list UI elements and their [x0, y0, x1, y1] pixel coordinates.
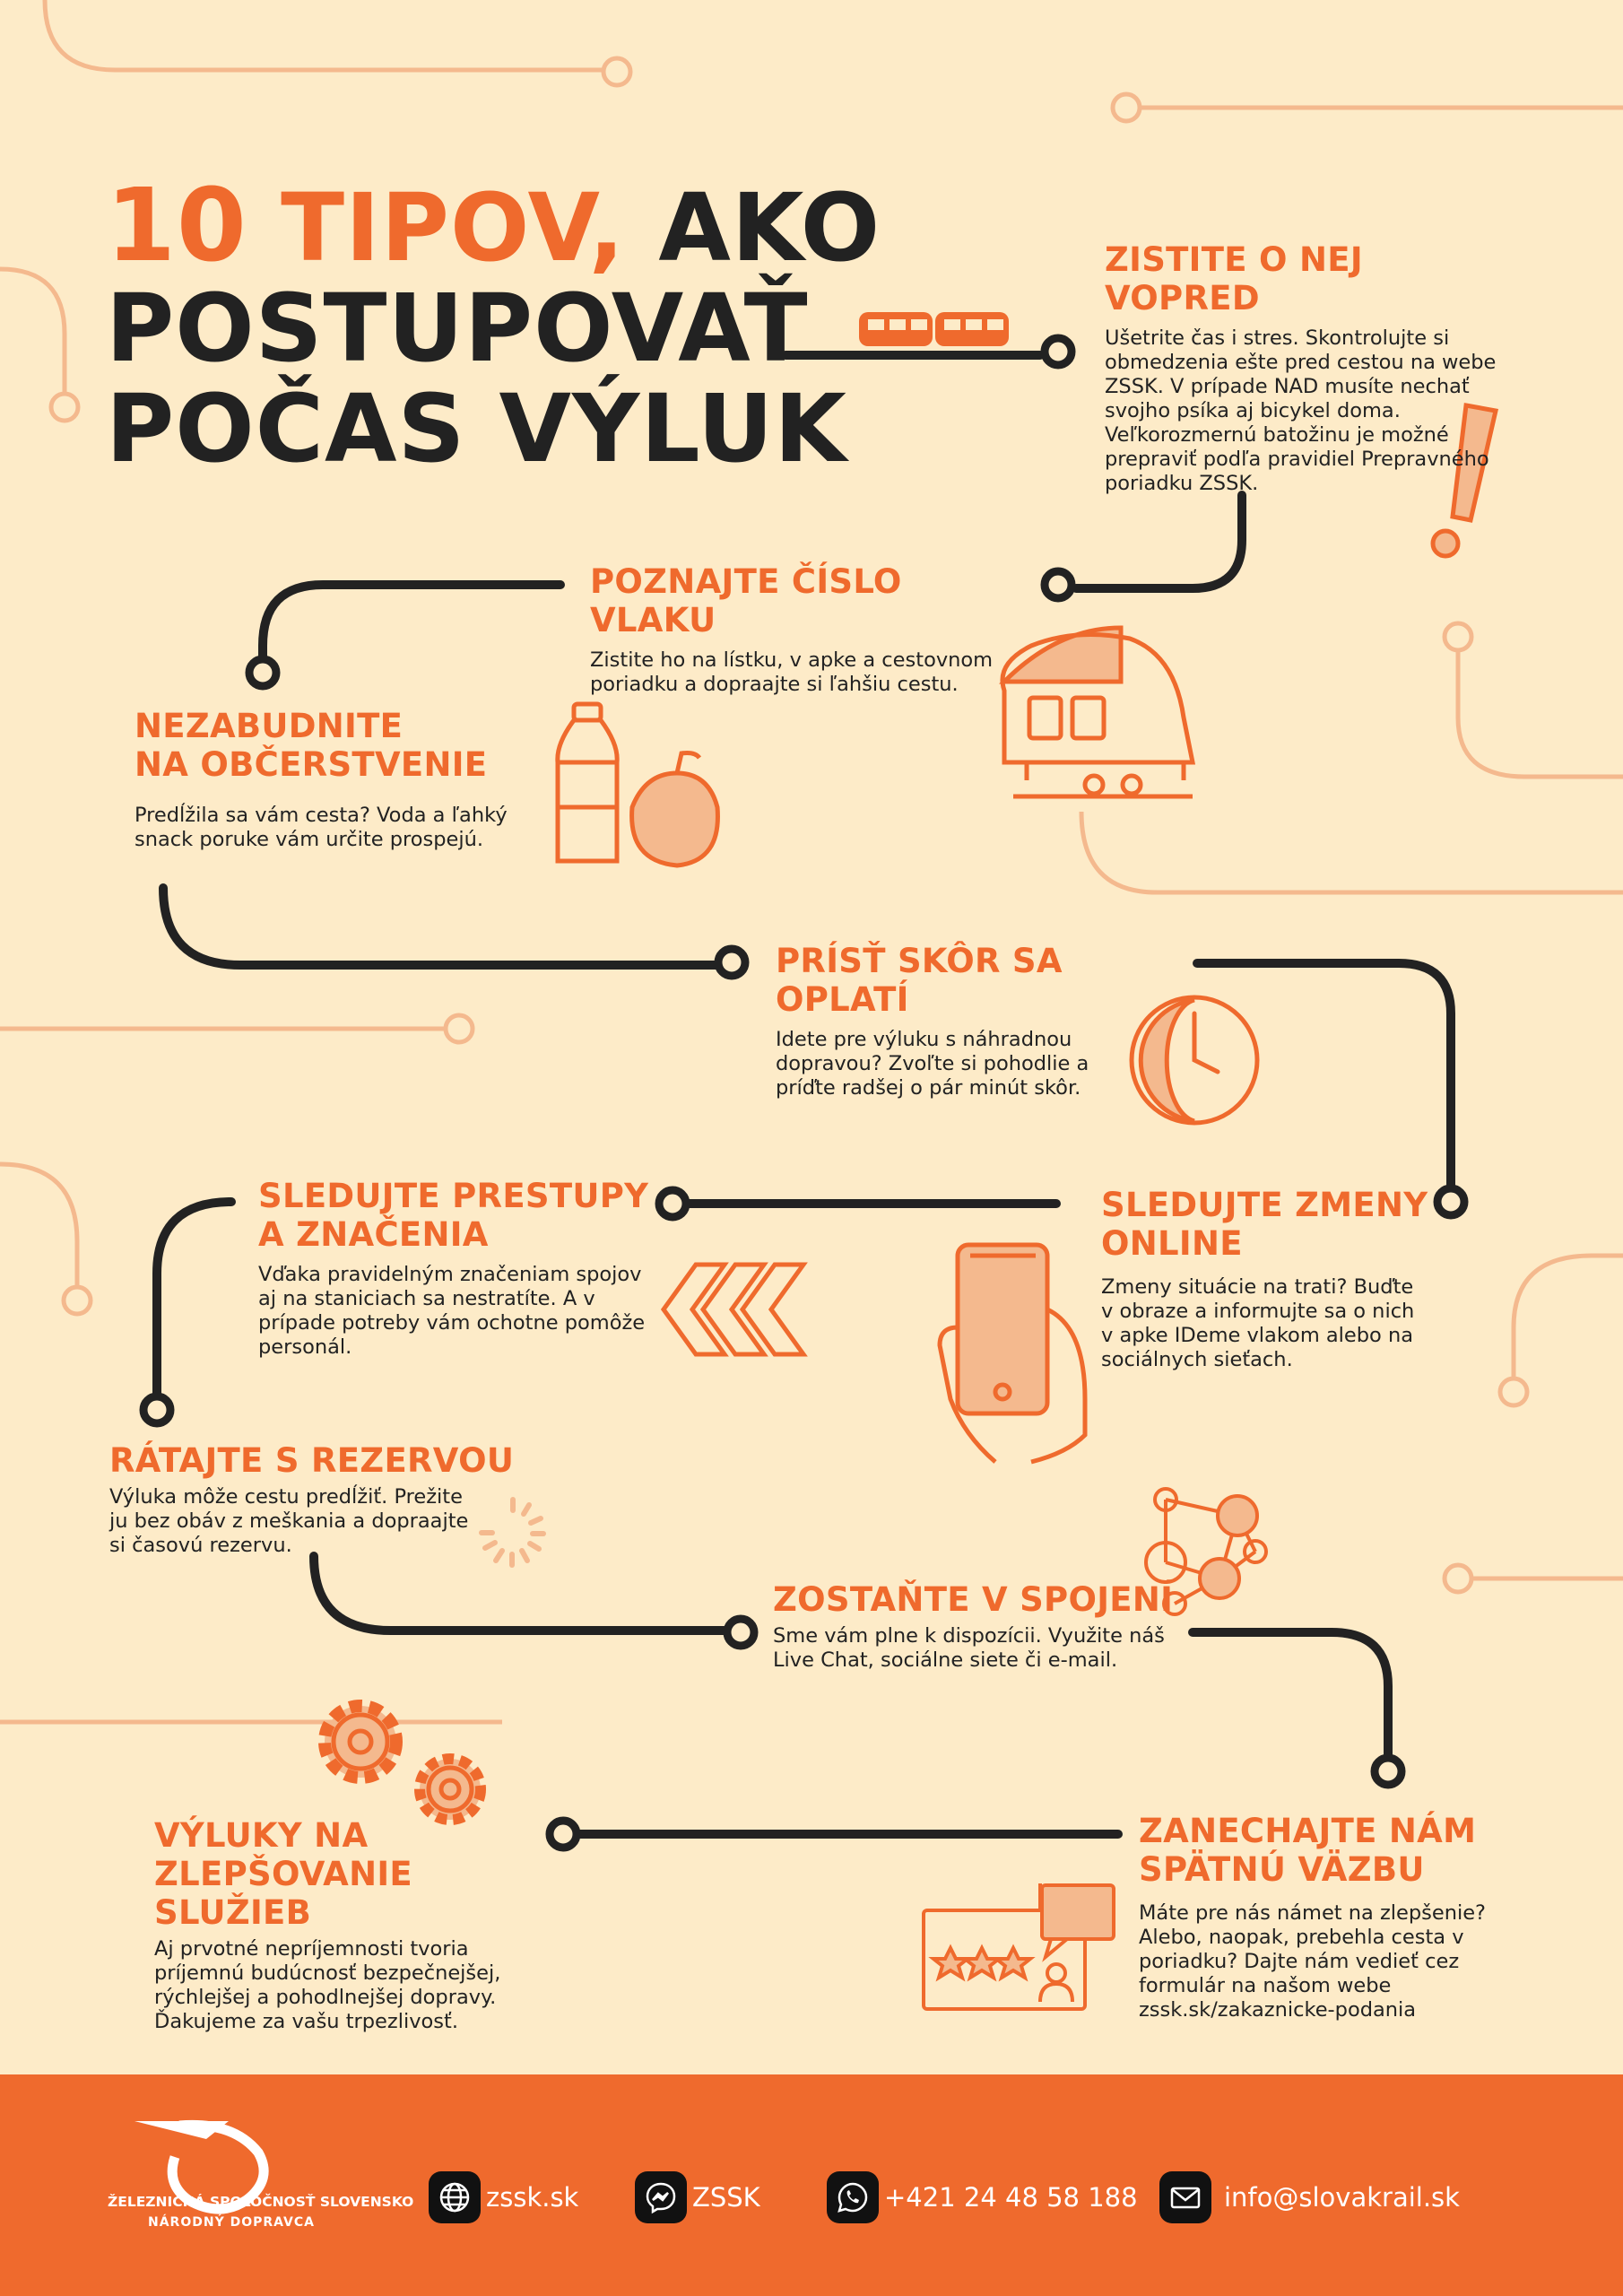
- tip-10: [1139, 1812, 1533, 2022]
- train-front-icon: [1002, 628, 1193, 796]
- tip-title: ZOSTAŇTE V SPOJENÍ: [773, 1580, 1174, 1619]
- tip-6: [258, 1177, 653, 1360]
- tip-title: POZNAJTE ČÍSLO VLAKU: [590, 562, 902, 639]
- train-small-icon: [859, 312, 1009, 346]
- tip-7: [109, 1441, 531, 1558]
- tip-title-line2: SPÄTNÚ VÄZBU: [1139, 1850, 1425, 1889]
- tip-text: Aj prvotné nepríjemnosti tvoria príjemnú budúcnosť bezpečnejšej, rýchlejšej a pohodlnejšej dopravy. Ďakujeme za vašu trpezlivosť.: [154, 1937, 501, 2033]
- contact-label: info@slovakrail.sk: [1224, 2182, 1460, 2213]
- contact-label: zssk.sk: [486, 2182, 579, 2213]
- feedback-icon: [924, 1883, 1114, 2009]
- tip-8: [773, 1580, 1194, 1673]
- tip-text: Zmeny situácie na trati? Buďte v obraze a informujte sa o nich v apke IDeme vlakom alebo na sociálnych sieťach.: [1101, 1275, 1415, 1371]
- headline: [106, 168, 881, 483]
- whatsapp-icon: [827, 2171, 879, 2223]
- tip-title-line2: A ZNAČENIA: [258, 1215, 489, 1254]
- tip-title-line1: NEZABUDNITE: [135, 707, 404, 745]
- headline-word: TIPOV,: [281, 173, 626, 283]
- tip-title: ZISTITE O NEJ VOPRED: [1105, 240, 1363, 317]
- contact-whatsapp[interactable]: [827, 2170, 1138, 2224]
- contact-label: +421 24 48 58 188: [884, 2182, 1138, 2213]
- tip-3: [135, 707, 520, 852]
- contact-email[interactable]: [1159, 2170, 1460, 2224]
- logo-text-line1: ŽELEZNIČNÁ SPOLOČNOSŤ SLOVENSKO: [108, 2194, 414, 2210]
- tip-title-line2: NA OBČERSTVENIE: [135, 745, 488, 784]
- tip-title: RÁTAJTE S REZERVOU: [109, 1441, 515, 1480]
- tip-text: Predĺžila sa vám cesta? Voda a ľahký snack poruke vám určite prospejú.: [135, 804, 508, 851]
- tip-title-line1: SLEDUJTE PRESTUPY: [258, 1177, 649, 1215]
- tip-text: Výluka môže cestu predĺžiť. Prežite ju bez obáv z meškania a dopraajte si časovú rezervu.: [109, 1485, 469, 1557]
- tip-text: Zistite ho na lístku, v apke a cestovnom poriadku a dopraajte si ľahšiu cestu.: [590, 648, 994, 696]
- tip-title-line2: ONLINE: [1101, 1224, 1243, 1263]
- snack-icon: [558, 704, 718, 865]
- contact-messenger[interactable]: [635, 2170, 760, 2224]
- tip-title-line1: ZANECHAJTE NÁM: [1139, 1812, 1477, 1850]
- tip-9: [154, 1816, 576, 2034]
- phone-icon: [940, 1245, 1085, 1462]
- headline-line2: POSTUPOVAŤ: [106, 274, 809, 383]
- tip-text: Idete pre výluku s náhradnou dopravou? Zvoľte si pohodlie a príďte radšej o pár minút skôr.: [776, 1028, 1089, 1100]
- tip-title-line1: SLEDUJTE ZMENY: [1101, 1186, 1428, 1224]
- tip-title: PRÍSŤ SKÔR SA OPLATÍ: [776, 942, 1063, 1019]
- tip-2: [590, 562, 1011, 697]
- tip-text: Vďaka pravidelným značeniam spojov aj na staniciach sa nestratíte. A v prípade potreby vám ochotne pomôže personál.: [258, 1263, 646, 1359]
- tip-text: Ušetrite čas i stres. Skontrolujte si obmedzenia ešte pred cestou na webe ZSSK. V prípade NAD musíte nechať svojho psíka aj bicykel doma. Veľkorozmernú batožinu je možné prepraviť podľa pravidiel Prepravného poriadku ZSSK.: [1105, 326, 1497, 495]
- messenger-icon: [635, 2171, 687, 2223]
- globe-icon: [429, 2171, 481, 2223]
- contact-web[interactable]: [429, 2170, 578, 2224]
- tip-4: [776, 942, 1188, 1100]
- contact-label: ZSSK: [692, 2182, 760, 2213]
- mail-icon: [1159, 2171, 1211, 2223]
- tip-5: [1101, 1186, 1460, 1372]
- tip-text: Sme vám plne k dispozícii. Využite náš Live Chat, sociálne siete či e-mail.: [773, 1624, 1165, 1672]
- tip-1: [1105, 240, 1526, 496]
- chevrons-left-icon: [664, 1265, 803, 1354]
- tip-title-line1: VÝLUKY NA: [154, 1816, 369, 1855]
- logo-text-line2: NÁRODNÝ DOPRAVCA: [148, 2215, 315, 2230]
- headline-rest: AKO: [658, 173, 881, 283]
- headline-number: 10: [106, 168, 247, 284]
- tip-text: Máte pre nás námet na zlepšenie? Alebo, naopak, prebehla cesta v poriadku? Dajte nám vedieť cez formulár na našom webe zssk.sk/zakaznicke-podania: [1139, 1901, 1487, 2022]
- headline-line3: POČAS VÝLUK: [106, 374, 847, 483]
- tip-title-line2: ZLEPŠOVANIE SLUŽIEB: [154, 1855, 412, 1932]
